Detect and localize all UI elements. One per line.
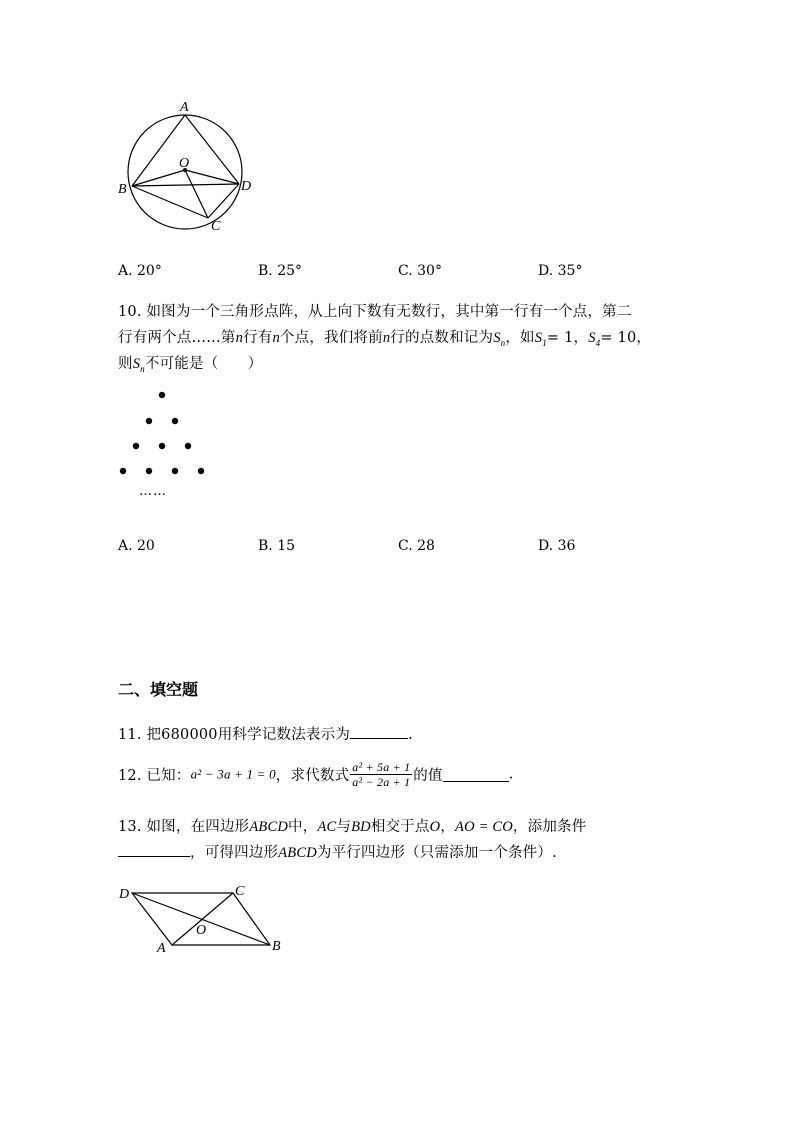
label-d: D — [241, 179, 252, 194]
segment-od — [185, 170, 239, 184]
q10-option-a-text: 20 — [137, 538, 155, 554]
q10-var-n-3: n — [382, 330, 391, 346]
q10-dots-ellipsis: …… — [139, 484, 167, 499]
q11-end: . — [408, 727, 413, 743]
q10-text-cannot: 不可能是（ ） — [144, 356, 263, 372]
label-a: A — [157, 941, 166, 956]
dot — [172, 468, 178, 474]
q10-var-n-2: n — [272, 330, 280, 346]
q10-var-sn — [493, 330, 505, 346]
q12-fraction — [350, 760, 412, 789]
dot — [172, 418, 178, 424]
q10-option-a-letter: A. — [118, 538, 133, 554]
q11-answer-blank[interactable] — [350, 724, 408, 739]
q13-text-f: 为平行四边形（只需添加一个条件）. — [316, 845, 557, 861]
q12-mid: ，求代数式 — [275, 768, 350, 784]
q10-var-sn-2-s: S — [132, 356, 141, 372]
label-b: B — [272, 939, 281, 954]
segment-bc — [132, 186, 208, 218]
label-c: C — [211, 219, 221, 234]
label-c: C — [235, 884, 245, 899]
q9-option-b-letter: B. — [258, 263, 273, 279]
q10-var-sn-2 — [133, 356, 145, 372]
q10-line-1: 10. 如图为一个三角形点阵，从上向下数有无数行，其中第一行有一个点，第二 — [118, 304, 632, 320]
q10-var-s4-sub: 4 — [595, 337, 601, 348]
q13-var-bd: BD — [351, 819, 371, 835]
q10-text-c: 个点，我们将前 — [279, 330, 383, 346]
q9-option-c-letter: C. — [398, 263, 413, 279]
q9-option-a — [118, 263, 162, 279]
dot — [146, 418, 152, 424]
q13-var-o: O — [429, 819, 441, 835]
q9-circle-figure — [110, 95, 260, 235]
q12-end: . — [508, 766, 514, 783]
q10-option-a — [118, 538, 155, 554]
q10-option-b-text: 15 — [277, 538, 296, 554]
q9-option-c — [398, 263, 442, 279]
q12-prefix: 12. 已知： — [118, 768, 191, 784]
q10-comma: ， — [573, 330, 589, 346]
segment-bo — [132, 170, 185, 186]
dot — [146, 468, 152, 474]
q9-option-d-letter: D. — [538, 263, 554, 279]
q13-text-a: 13. 如图，在四边形 — [118, 819, 250, 835]
q9-option-a-letter: A. — [118, 263, 133, 279]
q10-var-s4-s: S — [588, 330, 596, 346]
dot — [120, 468, 126, 474]
q11-line — [118, 723, 413, 744]
q10-s4-value: = 10 — [600, 330, 637, 346]
q10-text-then: 则 — [118, 356, 133, 372]
q10-var-s1-s: S — [534, 330, 543, 346]
q10-option-b-letter: B. — [258, 538, 273, 554]
q10-line-3 — [118, 352, 262, 374]
q10-var-sn-s: S — [493, 330, 501, 346]
q10-text-a: 行有两个点……第 — [118, 330, 236, 346]
q10-option-b — [258, 538, 295, 554]
q9-option-b-text: 25° — [277, 263, 303, 279]
q10-text-b: 行有 — [243, 330, 273, 346]
q10-option-d — [538, 538, 575, 554]
q13-var-abcd: ABCD — [249, 819, 289, 835]
q10-text-e: ，如 — [505, 330, 535, 346]
q10-var-s1 — [535, 330, 547, 346]
q13-line-2 — [118, 841, 557, 862]
q10-option-c-text: 28 — [417, 538, 435, 554]
q10-var-s1-sub: 1 — [542, 337, 547, 348]
q13-line-1 — [118, 815, 586, 836]
q13-answer-blank[interactable] — [118, 842, 190, 857]
q13-text-yu: 与 — [336, 819, 352, 835]
q9-option-a-text: 20° — [137, 263, 162, 279]
segment-bd — [132, 184, 239, 186]
label-d: D — [119, 887, 130, 902]
q12-suffix: 的值 — [413, 768, 443, 784]
dot — [133, 443, 139, 449]
q10-text-d: 行的点数和记为 — [390, 330, 494, 346]
q13-var-abcd-2: ABCD — [278, 845, 317, 861]
q12-denominator: a² − 2a + 1 — [352, 775, 411, 789]
dot — [159, 443, 165, 449]
q13-comma: ， — [440, 819, 456, 835]
label-a: A — [180, 100, 189, 115]
q9-option-c-text: 30° — [417, 263, 442, 279]
q10-option-d-letter: D. — [538, 538, 554, 554]
q13-var-ac: AC — [317, 819, 337, 835]
dot — [198, 468, 204, 474]
q10-line-2 — [118, 326, 651, 348]
q10-option-c-letter: C. — [398, 538, 413, 554]
q10-var-s4 — [588, 330, 600, 346]
q13-text-d: ，添加条件 — [512, 819, 587, 835]
q10-option-c — [398, 538, 435, 554]
q12-equation: a² − 3a + 1 = 0 — [190, 766, 276, 782]
q9-option-d — [538, 263, 582, 279]
q10-var-sn-sub: n — [500, 337, 506, 348]
q11-text: 11. 把680000用科学记数法表示为 — [118, 727, 351, 743]
q12-answer-blank[interactable] — [443, 767, 509, 782]
q10-option-d-text: 36 — [557, 538, 576, 554]
dot — [159, 392, 165, 398]
q13-ao-eq-co: AO = CO — [455, 819, 513, 835]
segment-oc — [185, 170, 208, 218]
dot — [185, 443, 191, 449]
section-heading-fill-in: 二、填空题 — [118, 680, 199, 699]
q13-text-c: 相交于点 — [370, 819, 430, 835]
q9-option-b — [258, 263, 302, 279]
q9-option-d-text: 35° — [557, 263, 583, 279]
q12-numerator: a² + 5a + 1 — [352, 760, 411, 774]
q12-line — [118, 760, 514, 789]
label-b: B — [118, 182, 127, 197]
q10-var-sn-2-sub: n — [140, 363, 145, 374]
q10-line2-end: ， — [636, 330, 652, 346]
segment-b-a-d — [132, 115, 239, 186]
q13-parallelogram-figure — [110, 880, 300, 960]
q13-text-b: 中， — [288, 819, 318, 835]
label-o: O — [196, 923, 207, 938]
q10-var-n-1: n — [235, 330, 244, 346]
label-o: O — [179, 156, 190, 171]
q13-text-e: ，可得四边形 — [190, 845, 279, 861]
q10-s1-value: = 1 — [546, 330, 574, 346]
